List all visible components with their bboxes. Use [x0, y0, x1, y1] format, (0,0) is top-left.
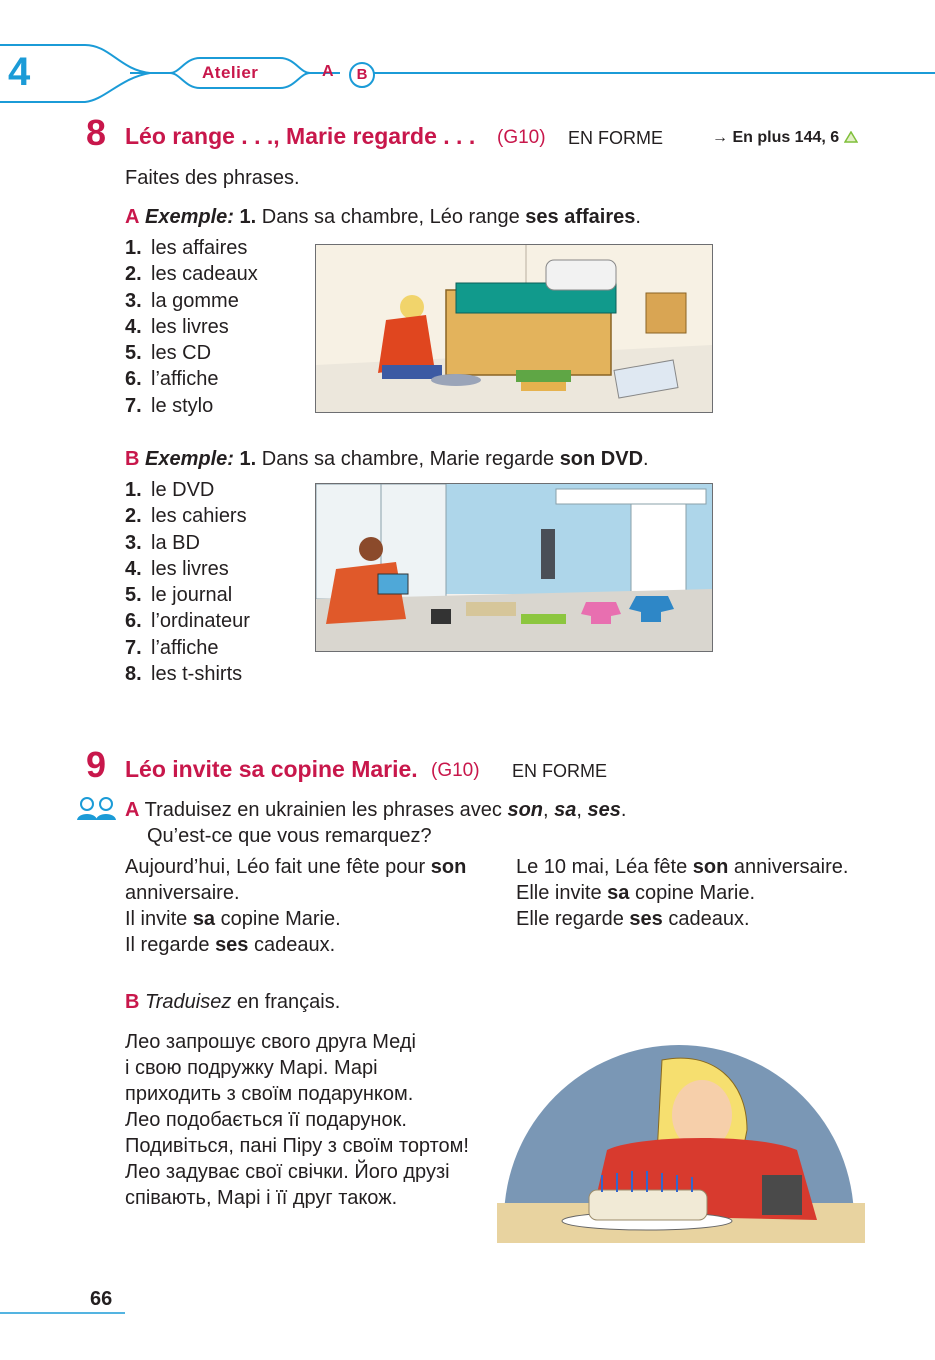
example-period: .: [635, 206, 641, 228]
exercise-9-number: 9: [86, 744, 107, 785]
ukrainian-text: [125, 1029, 500, 1211]
example-answer: son DVD: [559, 448, 644, 470]
ex9-part-a-question: Qu’est-ce que vous remarquez?: [147, 825, 432, 847]
list-item: 8. les t-shirts: [125, 663, 243, 686]
en-plus-reference: [712, 129, 858, 147]
example-number: 1.: [239, 448, 257, 470]
atelier-label: Atelier: [202, 63, 259, 82]
text-line: Подивіться, пані Піру з своїм тортом!: [125, 1135, 469, 1157]
text-line: Лео подобається її подарунок.: [125, 1109, 407, 1131]
track-a-label: A: [322, 63, 334, 80]
example-text: Dans sa chambre, Léo range: [261, 206, 520, 228]
exercise-8-en-forme: EN FORME: [568, 128, 664, 148]
example-answer: ses affaires: [525, 206, 636, 228]
text-line: приходить з своїм подарунком.: [125, 1083, 414, 1105]
list-item: 4. les livres: [125, 557, 229, 580]
example-period: .: [643, 448, 649, 470]
birthday-cake-illustration: [497, 1045, 865, 1245]
example-number: 1.: [239, 206, 257, 228]
list-item: 3. la BD: [125, 531, 200, 554]
page-number: 66: [90, 1288, 113, 1310]
part-b-example: [125, 446, 649, 472]
list-item: 3. la gomme: [125, 289, 239, 312]
exercise-9-title: Léo invite sa copine Marie.: [125, 756, 418, 782]
exercise-8-grammar-ref: (G10): [497, 127, 546, 148]
list-item: 6. l’affiche: [125, 368, 219, 391]
ex9-part-b-instruction: B Traduisez en français.: [125, 991, 341, 1013]
list-item: 5. le journal: [125, 584, 233, 607]
part-a-letter: A: [125, 206, 140, 228]
list-item: 1. les affaires: [125, 237, 248, 259]
list-item: 2. les cahiers: [125, 505, 247, 528]
en-plus-text: En plus 144, 6: [732, 129, 840, 146]
arrow-icon: →: [712, 129, 728, 146]
part-b-letter: B: [125, 991, 140, 1013]
marie-bedroom-illustration: [315, 483, 713, 652]
text-line: і свою подружку Марі. Марі: [125, 1057, 378, 1079]
list-item: 5. les CD: [125, 342, 212, 365]
text-line: співають, Марі і її друг також.: [125, 1187, 398, 1209]
footer-rule: [0, 1311, 130, 1315]
pair-work-icon: [76, 796, 118, 822]
text-line: Лео запрошує свого друга Меді: [125, 1031, 416, 1053]
list-item: 6. l’ordinateur: [125, 610, 250, 633]
exercise-8-title: Léo range . . ., Marie regarde . . .: [125, 123, 476, 149]
exercise-9-en-forme: EN FORME: [512, 761, 608, 781]
exemple-label: Exemple:: [145, 206, 234, 228]
list-item: 1. le DVD: [125, 479, 215, 501]
part-b-letter: B: [125, 448, 140, 470]
example-text: Dans sa chambre, Marie regarde: [261, 448, 555, 470]
french-text-right: Le 10 mai, Léa fête son anniversaire. Elle invite sa copine Marie. Elle regarde ses cadeaux.: [516, 856, 849, 930]
part-a-letter: A: [125, 799, 140, 821]
text-line: Лео задуває свої свічки. Його друзі: [125, 1161, 450, 1183]
part-a-example: [125, 204, 641, 230]
list-item: 4. les livres: [125, 315, 229, 338]
exemple-label: Exemple:: [145, 448, 234, 470]
list-item: 7. le stylo: [125, 394, 214, 417]
part-b-word-list: [125, 477, 250, 687]
exercise-8-number: 8: [86, 112, 107, 153]
track-b-badge: B: [349, 62, 375, 88]
exercise-8-instruction: Faites des phrases.: [125, 167, 300, 189]
list-item: 7. l’affiche: [125, 636, 219, 659]
part-a-word-list: [125, 235, 258, 419]
list-item: 2. les cadeaux: [125, 263, 258, 286]
leo-bedroom-illustration: [315, 244, 713, 413]
chapter-number: 4: [8, 50, 31, 94]
triangle-icon: [844, 131, 858, 143]
exercise-9-grammar-ref: (G10): [431, 760, 480, 781]
french-text-left: Aujourd’hui, Léo fait une fête pour son anniversaire. Il invite sa copine Marie. Il regarde ses cadeaux.: [125, 856, 467, 956]
header-decoration: [0, 40, 935, 110]
ex9-part-a-instruction: A Traduisez en ukrainien les phrases avec son, sa, ses.: [125, 799, 627, 821]
